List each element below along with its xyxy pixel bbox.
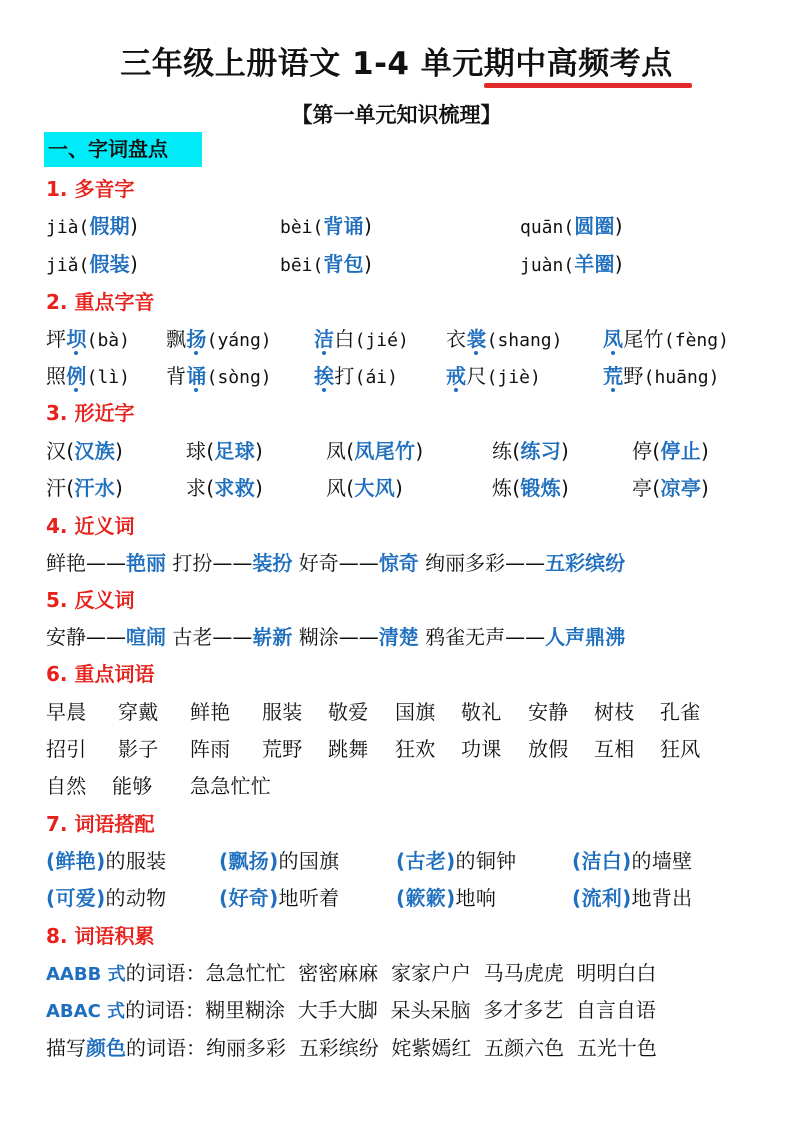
paren-text: ( <box>66 439 75 463</box>
collocation-item <box>396 846 516 876</box>
page-subtitle: 【第一单元知识梳理】 <box>291 103 502 127</box>
emphasized-char: 戒 <box>446 364 467 388</box>
paren-text: ( <box>396 849 406 873</box>
pinyin-text: (lì) <box>86 367 130 388</box>
polyphone-item <box>280 249 372 281</box>
similar-char-item <box>46 473 123 503</box>
collocation-noun: 的服装 <box>105 849 167 873</box>
antonym-word: 糊涂 <box>298 625 339 649</box>
paren-text: ( <box>219 886 229 910</box>
plain-char: 照 <box>46 364 67 388</box>
heading-polyphones: 1. 多音字 <box>46 177 135 201</box>
antonym-word: 鸦雀无声 <box>425 625 506 649</box>
key-word: 穿戴 <box>118 700 159 724</box>
paren-text: ) <box>96 886 106 910</box>
pinyin-text: (jiè) <box>486 367 541 388</box>
accum-items: 绚丽多彩 五彩缤纷 姹紫嫣红 五颜六色 五光十色 <box>206 1036 657 1060</box>
example-word: 凤尾竹 <box>354 439 416 463</box>
emphasized-char: 洁 <box>314 327 335 351</box>
polyphone-item <box>280 211 372 243</box>
similar-char-item <box>186 436 263 466</box>
key-sound-item <box>446 361 541 393</box>
collocation-item <box>46 883 166 913</box>
collocation-word: 好奇 <box>228 886 270 910</box>
pinyin-text: bēi( <box>280 255 324 276</box>
pinyin-text: jià( <box>46 217 90 238</box>
polyphone-item <box>520 249 623 281</box>
pinyin-text: (bà) <box>86 330 130 351</box>
paren-text: ) <box>269 886 279 910</box>
polyphone-word: 羊圈 <box>574 252 615 276</box>
antonym-answer: 喧闹 <box>126 625 166 649</box>
key-sound-item <box>314 361 398 393</box>
paren-text: ( <box>572 886 582 910</box>
paren-text: ( <box>346 439 355 463</box>
paren-text: ) <box>446 849 456 873</box>
paren-text: ( <box>572 849 582 873</box>
antonym-word: 安静 <box>46 625 86 649</box>
key-word: 放假 <box>528 737 569 761</box>
synonym-answer: 艳丽 <box>126 551 166 575</box>
paren-text: ) <box>701 439 710 463</box>
base-char: 凤 <box>326 439 347 463</box>
similar-char-item <box>186 473 263 503</box>
accum-pattern: AABB 式 <box>46 964 126 985</box>
dash-text: —— <box>212 551 253 575</box>
key-word: 早晨 <box>46 700 87 724</box>
similar-char-item <box>46 436 123 466</box>
collocation-noun: 地背出 <box>631 886 693 910</box>
dash-text: —— <box>338 625 379 649</box>
title-underline <box>484 83 692 88</box>
paren-text: ) <box>701 476 710 500</box>
pinyin-text: quān( <box>520 217 575 238</box>
key-word: 国旗 <box>395 700 436 724</box>
polyphone-item <box>46 249 138 281</box>
key-word: 急急忙忙 <box>190 774 272 798</box>
emphasized-char: 坝 <box>66 327 87 351</box>
paren-text: ) <box>363 252 373 276</box>
paren-text: ) <box>614 214 623 238</box>
polyphone-word: 假期 <box>89 214 130 238</box>
similar-char-item <box>326 436 423 466</box>
collocation-item <box>396 883 496 913</box>
dash-text: —— <box>338 551 379 575</box>
pinyin-text: (jié) <box>354 330 409 351</box>
key-word: 跳舞 <box>328 737 369 761</box>
pinyin-text: (sòng) <box>206 367 272 388</box>
key-word: 招引 <box>46 737 87 761</box>
dash-text: —— <box>212 625 253 649</box>
base-char: 球 <box>186 439 207 463</box>
base-char: 亭 <box>632 476 653 500</box>
pinyin-text: (fèng) <box>663 330 729 351</box>
key-word: 狂欢 <box>395 737 436 761</box>
heading-synonyms: 4. 近义词 <box>46 514 135 538</box>
paren-text: ) <box>269 849 279 873</box>
collocation-item <box>219 883 339 913</box>
collocation-item <box>572 883 692 913</box>
accum-items: 急急忙忙 密密麻麻 家家户户 马马虎虎 明明白白 <box>205 961 657 985</box>
accum-pattern: 颜色 <box>86 1036 126 1060</box>
polyphone-item <box>46 211 138 243</box>
paren-text: ) <box>115 439 124 463</box>
plain-char: 尾竹 <box>623 327 664 351</box>
key-sound-item <box>314 324 409 356</box>
paren-text: ) <box>96 849 106 873</box>
key-sound-item <box>446 324 562 356</box>
key-word: 树枝 <box>594 700 635 724</box>
accum-prefix: 描写 <box>46 1036 86 1060</box>
accumulation-row <box>46 1033 657 1063</box>
paren-text: ) <box>363 214 373 238</box>
paren-text: ( <box>219 849 229 873</box>
synonym-word: 绚丽多彩 <box>425 551 506 575</box>
plain-char: 坪 <box>46 327 67 351</box>
paren-text: ) <box>561 439 570 463</box>
accum-label: 的词语： <box>126 1036 206 1060</box>
antonyms-row <box>46 622 625 652</box>
paren-text: ) <box>255 439 264 463</box>
collocation-noun: 的铜钟 <box>455 849 517 873</box>
polyphone-word: 背包 <box>323 252 364 276</box>
plain-char: 背 <box>166 364 187 388</box>
example-word: 凉亭 <box>660 476 702 500</box>
base-char: 练 <box>492 439 513 463</box>
similar-char-item <box>326 473 403 503</box>
key-word: 互相 <box>594 737 635 761</box>
page-title: 三年级上册语文 1-4 单元期中高频考点 <box>120 46 673 82</box>
dash-text: —— <box>86 625 126 649</box>
key-word: 荒野 <box>262 737 303 761</box>
collocation-word: 鲜艳 <box>55 849 97 873</box>
paren-text: ) <box>115 476 124 500</box>
accumulation-row <box>46 958 656 990</box>
paren-text: ( <box>206 476 215 500</box>
collocation-noun: 的墙壁 <box>631 849 693 873</box>
base-char: 风 <box>326 476 347 500</box>
heading-key-words: 6. 重点词语 <box>46 662 155 686</box>
synonym-word: 打扮 <box>172 551 213 575</box>
paren-text: ) <box>129 214 139 238</box>
accum-items: 糊里糊涂 大手大脚 呆头呆脑 多才多艺 自言自语 <box>205 998 656 1022</box>
example-word: 汗水 <box>74 476 116 500</box>
key-word: 功课 <box>461 737 502 761</box>
collocation-word: 簌簌 <box>405 886 447 910</box>
paren-text: ( <box>66 476 75 500</box>
emphasized-char: 例 <box>66 364 87 388</box>
collocation-noun: 地听着 <box>278 886 340 910</box>
key-word: 敬爱 <box>328 700 369 724</box>
pinyin-text: juàn( <box>520 255 575 276</box>
antonym-answer: 清楚 <box>378 625 419 649</box>
key-word: 影子 <box>118 737 159 761</box>
plain-char: 野 <box>623 364 644 388</box>
heading-antonyms: 5. 反义词 <box>46 588 135 612</box>
similar-char-item <box>632 436 709 466</box>
key-sound-item <box>603 324 729 356</box>
paren-text: ) <box>395 476 404 500</box>
base-char: 炼 <box>492 476 513 500</box>
paren-text: ( <box>512 476 521 500</box>
polyphone-word: 背诵 <box>323 214 364 238</box>
synonym-word: 鲜艳 <box>46 551 86 575</box>
paren-text: ( <box>652 476 661 500</box>
emphasized-char: 挨 <box>314 364 335 388</box>
heading-key-sounds: 2. 重点字音 <box>46 290 155 314</box>
plain-char: 飘 <box>166 327 187 351</box>
heading-similar-chars: 3. 形近字 <box>46 401 135 425</box>
key-word: 服装 <box>262 700 303 724</box>
paren-text: ) <box>614 252 623 276</box>
key-word: 安静 <box>528 700 569 724</box>
collocation-noun: 地响 <box>455 886 497 910</box>
dash-text: —— <box>86 551 126 575</box>
dash-text: —— <box>505 551 546 575</box>
key-word: 自然 <box>46 774 87 798</box>
synonym-answer: 惊奇 <box>378 551 419 575</box>
paren-text: ) <box>129 252 139 276</box>
paren-text: ) <box>622 849 632 873</box>
collocation-item <box>219 846 339 876</box>
pinyin-text: jiǎ( <box>46 255 90 276</box>
polyphone-word: 圆圈 <box>574 214 615 238</box>
collocation-noun: 的国旗 <box>278 849 340 873</box>
accum-label: 的词语： <box>125 998 206 1022</box>
example-word: 求救 <box>214 476 256 500</box>
key-sound-item <box>166 324 272 356</box>
collocation-word: 飘扬 <box>228 849 270 873</box>
paren-text: ( <box>46 849 56 873</box>
collocation-item <box>572 846 692 876</box>
polyphone-item <box>520 211 623 243</box>
section-header: 一、字词盘点 <box>44 132 202 167</box>
polyphone-word: 假装 <box>89 252 130 276</box>
heading-collocations: 7. 词语搭配 <box>46 812 155 836</box>
accumulation-row <box>46 995 656 1027</box>
key-word: 阵雨 <box>190 737 231 761</box>
paren-text: ( <box>46 886 56 910</box>
pinyin-text: (shang) <box>486 330 563 351</box>
collocation-item <box>46 846 166 876</box>
base-char: 汗 <box>46 476 67 500</box>
key-sound-item <box>603 361 719 393</box>
similar-char-item <box>632 473 709 503</box>
paren-text: ( <box>346 476 355 500</box>
synonym-answer: 五彩缤纷 <box>545 551 626 575</box>
plain-char: 白 <box>334 327 355 351</box>
base-char: 停 <box>632 439 653 463</box>
example-word: 练习 <box>520 439 562 463</box>
emphasized-char: 荒 <box>603 364 624 388</box>
example-word: 汉族 <box>74 439 116 463</box>
key-word: 狂风 <box>660 737 701 761</box>
synonyms-row <box>46 548 625 578</box>
pinyin-text: (ái) <box>354 367 398 388</box>
collocation-word: 可爱 <box>55 886 97 910</box>
base-char: 汉 <box>46 439 67 463</box>
paren-text: ( <box>652 439 661 463</box>
key-sound-item <box>166 361 272 393</box>
synonym-answer: 装扮 <box>252 551 293 575</box>
collocation-word: 洁白 <box>581 849 623 873</box>
example-word: 大风 <box>354 476 396 500</box>
antonym-answer: 人声鼎沸 <box>545 625 626 649</box>
emphasized-char: 诵 <box>186 364 207 388</box>
similar-char-item <box>492 436 569 466</box>
similar-char-item <box>492 473 569 503</box>
key-word: 敬礼 <box>461 700 502 724</box>
example-word: 停止 <box>660 439 702 463</box>
key-sound-item <box>46 324 130 356</box>
dash-text: —— <box>505 625 546 649</box>
key-word: 能够 <box>112 774 153 798</box>
heading-accumulation: 8. 词语积累 <box>46 924 155 948</box>
key-word: 鲜艳 <box>190 700 231 724</box>
paren-text: ) <box>446 886 456 910</box>
emphasized-char: 凤 <box>603 327 624 351</box>
plain-char: 衣 <box>446 327 467 351</box>
pinyin-text: (huāng) <box>643 367 720 388</box>
pinyin-text: (yáng) <box>206 330 272 351</box>
antonym-answer: 崭新 <box>252 625 293 649</box>
paren-text: ) <box>561 476 570 500</box>
paren-text: ( <box>512 439 521 463</box>
paren-text: ( <box>206 439 215 463</box>
pinyin-text: bèi( <box>280 217 324 238</box>
collocation-noun: 的动物 <box>105 886 167 910</box>
collocation-word: 古老 <box>405 849 447 873</box>
emphasized-char: 扬 <box>186 327 207 351</box>
accum-label: 的词语： <box>125 961 206 985</box>
paren-text: ) <box>415 439 424 463</box>
example-word: 锻炼 <box>520 476 562 500</box>
collocation-word: 流利 <box>581 886 623 910</box>
base-char: 求 <box>186 476 207 500</box>
accum-pattern: ABAC 式 <box>46 1001 126 1022</box>
antonym-word: 古老 <box>172 625 213 649</box>
example-word: 足球 <box>214 439 256 463</box>
emphasized-char: 裳 <box>466 327 487 351</box>
synonym-word: 好奇 <box>298 551 339 575</box>
paren-text: ( <box>396 886 406 910</box>
plain-char: 尺 <box>466 364 487 388</box>
key-word: 孔雀 <box>660 700 701 724</box>
key-sound-item <box>46 361 130 393</box>
paren-text: ) <box>255 476 264 500</box>
paren-text: ) <box>622 886 632 910</box>
plain-char: 打 <box>334 364 355 388</box>
